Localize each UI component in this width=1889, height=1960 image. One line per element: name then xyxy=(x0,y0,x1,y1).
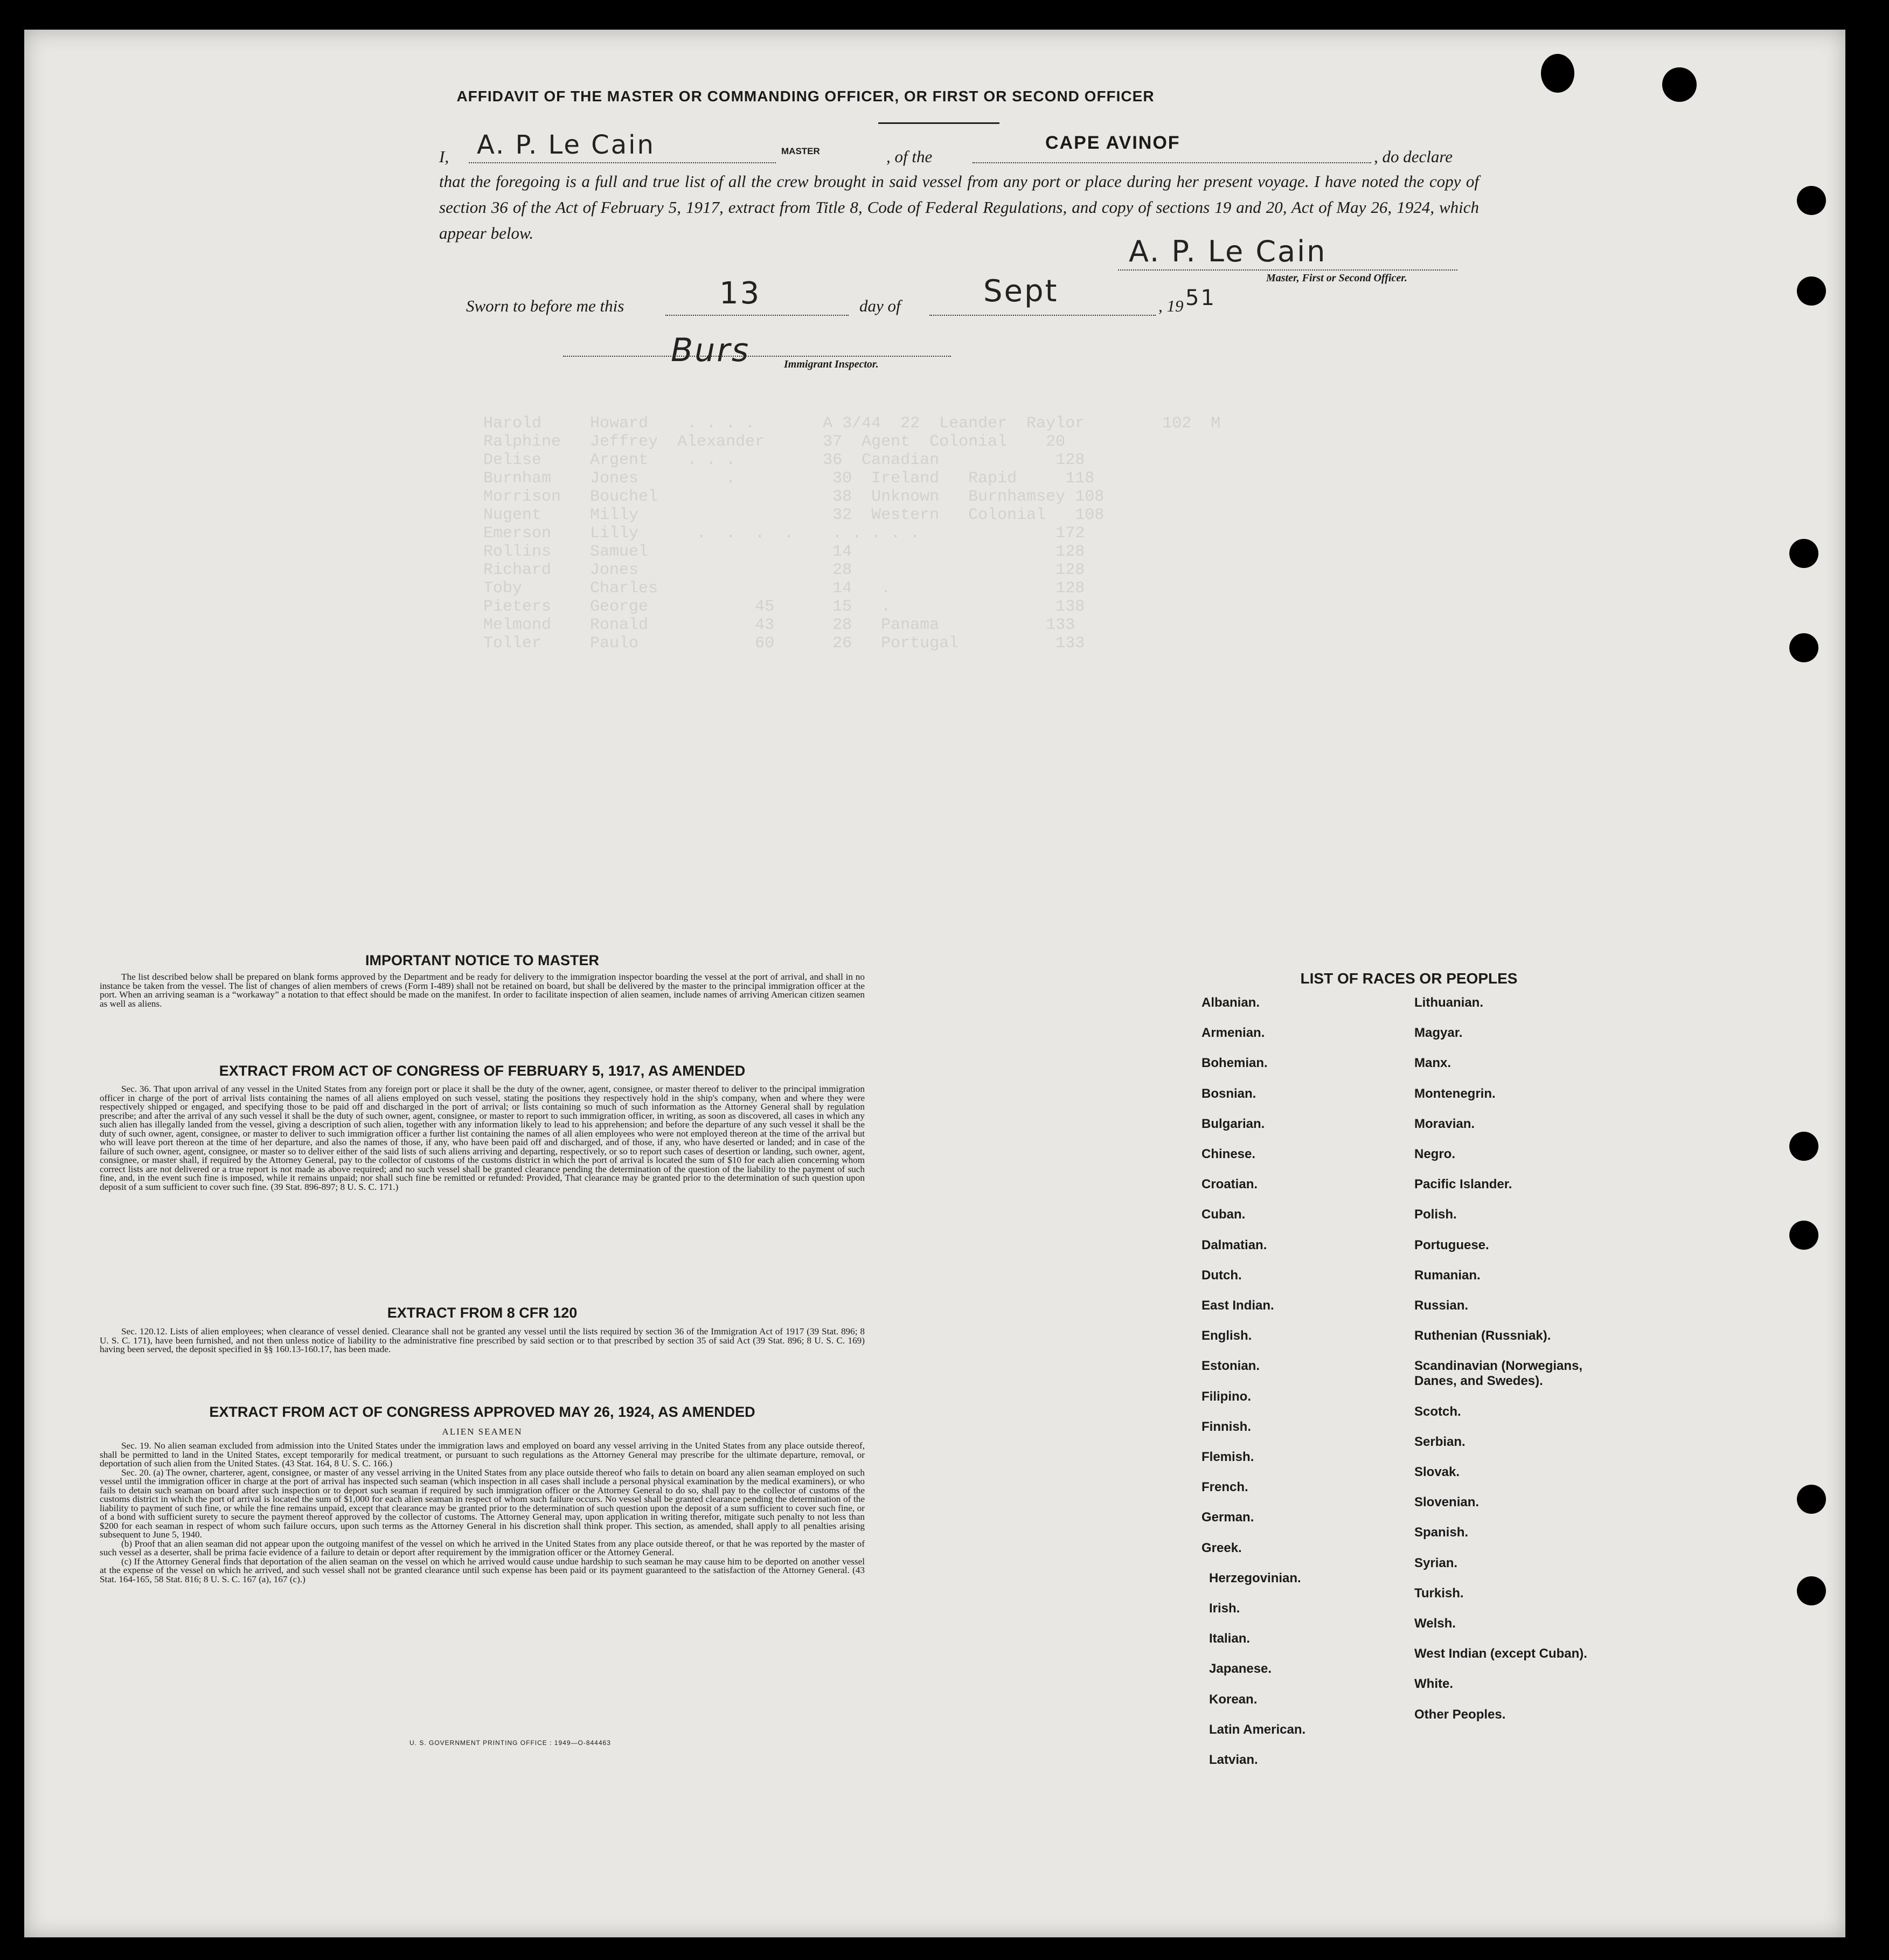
notice-title: IMPORTANT NOTICE TO MASTER xyxy=(365,952,599,968)
notice-text xyxy=(100,973,865,1008)
race-item: Italian. xyxy=(1209,1631,1251,1646)
race-item: Cuban. xyxy=(1202,1207,1246,1222)
of-the-text: , of the xyxy=(886,147,933,166)
binder-hole-8 xyxy=(1797,1576,1826,1605)
race-item: Dalmatian. xyxy=(1202,1237,1267,1252)
extract-cfr-text xyxy=(100,1327,865,1354)
race-item: Slovenian. xyxy=(1414,1495,1480,1510)
affidavit-statement: that the foregoing is a full and true list of all the crew brought in said vessel from any port or place during her present voyage. I have noted the copy of section 36 of the Act of February 5, 1917, extract from Title 8, Code of Federal Regulations, and copy of sections 19 and 20, Act of May 26, 1924, which appear below. xyxy=(439,172,1479,243)
race-item: Other Peoples. xyxy=(1414,1707,1506,1722)
printing-office-note: U. S. GOVERNMENT PRINTING OFFICE : 1949—O-844463 xyxy=(409,1739,611,1747)
race-item: Latvian. xyxy=(1209,1753,1258,1767)
punch-hole-top-1 xyxy=(1541,54,1574,93)
extract-cfr-title: EXTRACT FROM 8 CFR 120 xyxy=(387,1305,578,1321)
alien-seamen-subtitle: ALIEN SEAMEN xyxy=(442,1426,523,1437)
race-item: Estonian. xyxy=(1202,1359,1260,1374)
section-19-paragraph: Sec. 19. No alien seaman excluded from admission into the United States under the immigration laws and employed on board any vessel arriving in the United States from any place outside thereof, shall be permitted to land in the United States, except temporarily for medical treatment, or pursuant to such regulations as the Attorney General may prescribe for the ultimate departure, removal, or deportation of such alien from the United States. (43 Stat. 164, 8 U. S. C. 166.) xyxy=(100,1440,865,1469)
declarant-title: MASTER xyxy=(781,146,820,156)
race-item: Scandinavian (Norwegians, Danes, and Swedes). xyxy=(1414,1359,1583,1389)
sworn-day: 13 xyxy=(719,276,761,311)
race-item: Ruthenian (Russniak). xyxy=(1414,1328,1551,1343)
race-item: Portuguese. xyxy=(1414,1237,1489,1252)
race-item: Welsh. xyxy=(1414,1616,1456,1631)
race-item: Armenian. xyxy=(1202,1026,1265,1041)
sworn-month: Sept xyxy=(983,274,1059,309)
year-prefix: , 19 xyxy=(1158,296,1184,315)
race-item: Slovak. xyxy=(1414,1465,1460,1479)
binder-hole-2 xyxy=(1797,276,1826,306)
section-36-paragraph: Sec. 36. That upon arrival of any vessel in the United States from any foreign port or place it shall be the duty of the owner, agent, consignee, or master thereof to deliver to the principal immigration officer in charge of the port of arrival lists containing the names of all aliens employed on such vessel, stating the positions they respectively hold in the ship's company, when and where they were respectively shipped or engaged, and specifying those to be paid off and discharged in the port of arrival; or lists containing so much of such information as the Attorney General shall by regulation prescribe; and after the arrival of any such vessel it shall be the duty of such owner, agent, consignee, or master to report to such immigration officer, in writing, as soon as discovered, all cases in which any such alien has illegally landed from the vessel, giving a description of such alien, together with any information likely to lead to his apprehension; and before the departure of any such vessel it shall be the duty of such owner, agent, consignee, or master to deliver to such immigration officer a further list containing the names of all alien employees who were not employed thereon at the time of the arrival but who will leave port thereon at the time of her departure, and also the names of those, if any, who have been paid off and discharged, and of those, if any, who have deserted or landed; and in case of the failure of such owner, agent, consignee, or master so to deliver either of the said lists of such aliens arriving and departing, respectively, or so to report such cases of desertion or landing, such owner, agent, consignee, or master shall, if required by the Attorney General, pay to the collector of customs of the customs district in which the port of arrival is located the sum of $10 for each alien concerning whom correct lists are not delivered or a true report is not made as above required; and no such vessel shall be granted clearance pending the determination of the question of the liability to the payment of such fine, and, in the event such fine is imposed, while it remains unpaid; nor shall such fine be remitted or refunded: Provided, That clearance may be granted prior to the determination of such question upon deposit of a sum sufficient to cover such fine. (39 Stat. 896-897; 8 U. S. C. 171.) xyxy=(100,1084,865,1192)
race-item: Irish. xyxy=(1209,1601,1240,1616)
race-item: Filipino. xyxy=(1202,1389,1251,1404)
race-item: Japanese. xyxy=(1209,1661,1272,1677)
affidavit-body xyxy=(439,130,1479,246)
declarant-line xyxy=(469,144,776,163)
inspector-line xyxy=(563,356,951,357)
race-item: Moravian. xyxy=(1414,1116,1475,1131)
section-120-paragraph: Sec. 120.12. Lists of alien employees; when clearance of vessel denied. Clearance shall not be granted any vessel until the lists required by section 36 of the Immigration Act of 1917 (39 Stat. 896; 8 U. S. C. 171), have been furnished, and not then unless notice of liability to the administrative fine prescribed by said section or to that prescribed by section 35 of said Act (39 Stat. 896; 8 U. S. C. 169) having been served, the deposit specified in §§ 160.13-160.17, has been made. xyxy=(100,1326,865,1354)
race-item: Serbian. xyxy=(1414,1434,1466,1449)
race-item: Scotch. xyxy=(1414,1404,1461,1419)
race-item: Greek. xyxy=(1202,1540,1242,1555)
race-item: Bohemian. xyxy=(1202,1056,1268,1071)
race-item: Spanish. xyxy=(1414,1525,1469,1540)
race-item: Finnish. xyxy=(1202,1419,1251,1434)
sworn-prefix: Sworn to before me this xyxy=(466,296,624,315)
race-item: Bulgarian. xyxy=(1202,1116,1265,1131)
vessel-name: CAPE AVINOF xyxy=(1045,133,1180,153)
extract-1924-title: EXTRACT FROM ACT OF CONGRESS APPROVED MAY 26, 1924, AS AMENDED xyxy=(209,1404,755,1420)
officer-signature: A. P. Le Cain xyxy=(1129,234,1327,268)
race-item: Latin American. xyxy=(1209,1722,1306,1737)
extract-1917-title: EXTRACT FROM ACT OF CONGRESS OF FEBRUARY 5, 1917, AS AMENDED xyxy=(219,1063,746,1079)
race-item: Flemish. xyxy=(1202,1450,1254,1464)
race-item: German. xyxy=(1202,1510,1254,1525)
race-item: Magyar. xyxy=(1414,1026,1463,1041)
affidavit-title: AFFIDAVIT OF THE MASTER OR COMMANDING OFFICER, OR FIRST OR SECOND OFFICER xyxy=(456,88,1155,105)
race-item: French. xyxy=(1202,1480,1248,1495)
race-item: Herzegovinian. xyxy=(1209,1570,1301,1585)
notice-paragraph: The list described below shall be prepared on blank forms approved by the Department and be ready for delivery to the immigration inspector boarding the vessel at the port of arrival, and shall in no instance be taken from the vessel. The list of changes of alien members of crews (Form I-489) shall not be retained on board, but shall be delivered by the master to the principal immigration officer at the port. When an arriving seaman is a “workaway” a notation to that effect should be made on the manifest. In order to facilitate inspection of alien seamen, include names of arriving American citizen seamen as well as aliens. xyxy=(100,972,865,1009)
extract-1917-text xyxy=(100,1085,865,1192)
race-item: Lithuanian. xyxy=(1414,995,1483,1010)
binder-hole-1 xyxy=(1797,186,1826,215)
race-item: Manx. xyxy=(1414,1056,1452,1071)
race-item: East Indian. xyxy=(1202,1298,1274,1313)
bleed-through-text: Harold Howard . . . . A 3/44 22 Leander Raylor 102 M Ralphine Jeffrey Alexander 37 Agent Colonial 20 Delise Argent . . . 36 Canadian 128 Burnham Jones . 30 Ireland Rapid 118 Morrison Bouchel 38 Unknown Burnhamsey 108 Nugent Milly 32 Western Colonial 108 Emerson Lilly . . . . . . . . . 172 Rollins Samuel 14 128 Richard Jones 28 128 Toby Charles 14 . 128 Pieters George 45 15 . 138 Melmond Ronald 43 28 Panama 133 Toller Paulo 60 26 Portugal 133 xyxy=(483,414,1221,653)
extract-1924-text xyxy=(100,1442,865,1584)
race-item: White. xyxy=(1414,1677,1453,1692)
race-item: Albanian. xyxy=(1202,995,1260,1010)
title-divider xyxy=(878,122,999,124)
sworn-year: 51 xyxy=(1185,286,1216,310)
form-sheet xyxy=(24,30,1845,1937)
race-item: Dutch. xyxy=(1202,1268,1242,1283)
binder-hole-7 xyxy=(1797,1485,1826,1514)
inspector-signature: Burs xyxy=(671,331,751,369)
officer-signature-line xyxy=(1118,269,1457,271)
binder-hole-3 xyxy=(1789,539,1818,568)
race-item: Russian. xyxy=(1414,1298,1469,1313)
affidavit-line-1 xyxy=(439,130,1479,172)
race-item: Montenegrin. xyxy=(1414,1086,1496,1101)
race-item: Polish. xyxy=(1414,1207,1457,1222)
binder-hole-6 xyxy=(1789,1221,1818,1250)
day-of-text: day of xyxy=(859,296,901,315)
race-item: English. xyxy=(1202,1328,1252,1343)
declare-text: , do declare xyxy=(1374,147,1453,166)
race-item: West Indian (except Cuban). xyxy=(1414,1646,1587,1661)
section-20b-paragraph: (b) Proof that an alien seaman did not appear upon the outgoing manifest of the vessel on which he arrived in the United States from any place outside thereof, or that he was reported by the master of such vessel as a deserter, shall be prima facie evidence of a failure to detain or deport after requirement by the immigration officer or the Attorney General. xyxy=(100,1538,865,1557)
race-item: Pacific Islander. xyxy=(1414,1177,1512,1192)
declarant-signature: A. P. Le Cain xyxy=(477,130,655,160)
race-item: Chinese. xyxy=(1202,1147,1256,1161)
binder-hole-5 xyxy=(1789,1132,1818,1161)
line-prefix: I, xyxy=(439,147,449,166)
officer-label: Master, First or Second Officer. xyxy=(1266,272,1407,284)
race-item: Negro. xyxy=(1414,1147,1456,1161)
binder-hole-4 xyxy=(1789,633,1818,662)
race-item: Rumanian. xyxy=(1414,1268,1481,1283)
race-item: Croatian. xyxy=(1202,1177,1258,1192)
races-title: LIST OF RACES OR PEOPLES xyxy=(1300,970,1518,987)
inspector-label: Immigrant Inspector. xyxy=(784,358,879,370)
race-item: Bosnian. xyxy=(1202,1086,1256,1101)
section-20c-paragraph: (c) If the Attorney General finds that deportation of the alien seaman on the vessel on which he arrived would cause undue hardship to such seaman he may cause him to be deported on another vessel at the expense of the vessel on which he arrived, and such vessel shall not be granted clearance until such expense has been paid or its payment guaranteed to the satisfaction of the Attorney General. (43 Stat. 164-165, 58 Stat. 816; 8 U. S. C. 167 (a), 167 (c).) xyxy=(100,1556,865,1584)
race-item: Syrian. xyxy=(1414,1555,1458,1570)
section-20a-paragraph: Sec. 20. (a) The owner, charterer, agent, consignee, or master of any vessel arriving in the United States from any place outside thereof who fails to detain on board any alien seaman employed on such vessel until the immigration officer in charge at the port of arrival has inspected such seaman (which inspection in all cases shall include a personal physical examination by the medical examiners), or who fails to detain such seaman on board after such inspection or to deport such seaman if required by such immigration officer or the Attorney General to do so, shall pay to the collector of customs of the customs district in which the port of arrival is located the sum of $1,000 for each alien seaman in respect of whom such failure occurs. No vessel shall be granted clearance pending the determination of the liability to payment of such fine, or while the fine remains unpaid, except that clearance may be granted prior to the determination of such question upon the deposit of a sum sufficient to cover such fine, or of a bond with sufficient surety to secure the payment thereof approved by the collector of customs. The Attorney General may, upon application in writing therefor, mitigate such penalty to not less than $200 for each seaman in respect of whom such failure occurs, upon such terms as the Attorney General in his discretion shall think proper. This section, as amended, shall apply to all penalties arising subsequent to June 5, 1940. xyxy=(100,1467,865,1540)
race-item: Korean. xyxy=(1209,1692,1258,1707)
race-item: Turkish. xyxy=(1414,1585,1464,1601)
punch-hole-top-2 xyxy=(1662,67,1697,102)
